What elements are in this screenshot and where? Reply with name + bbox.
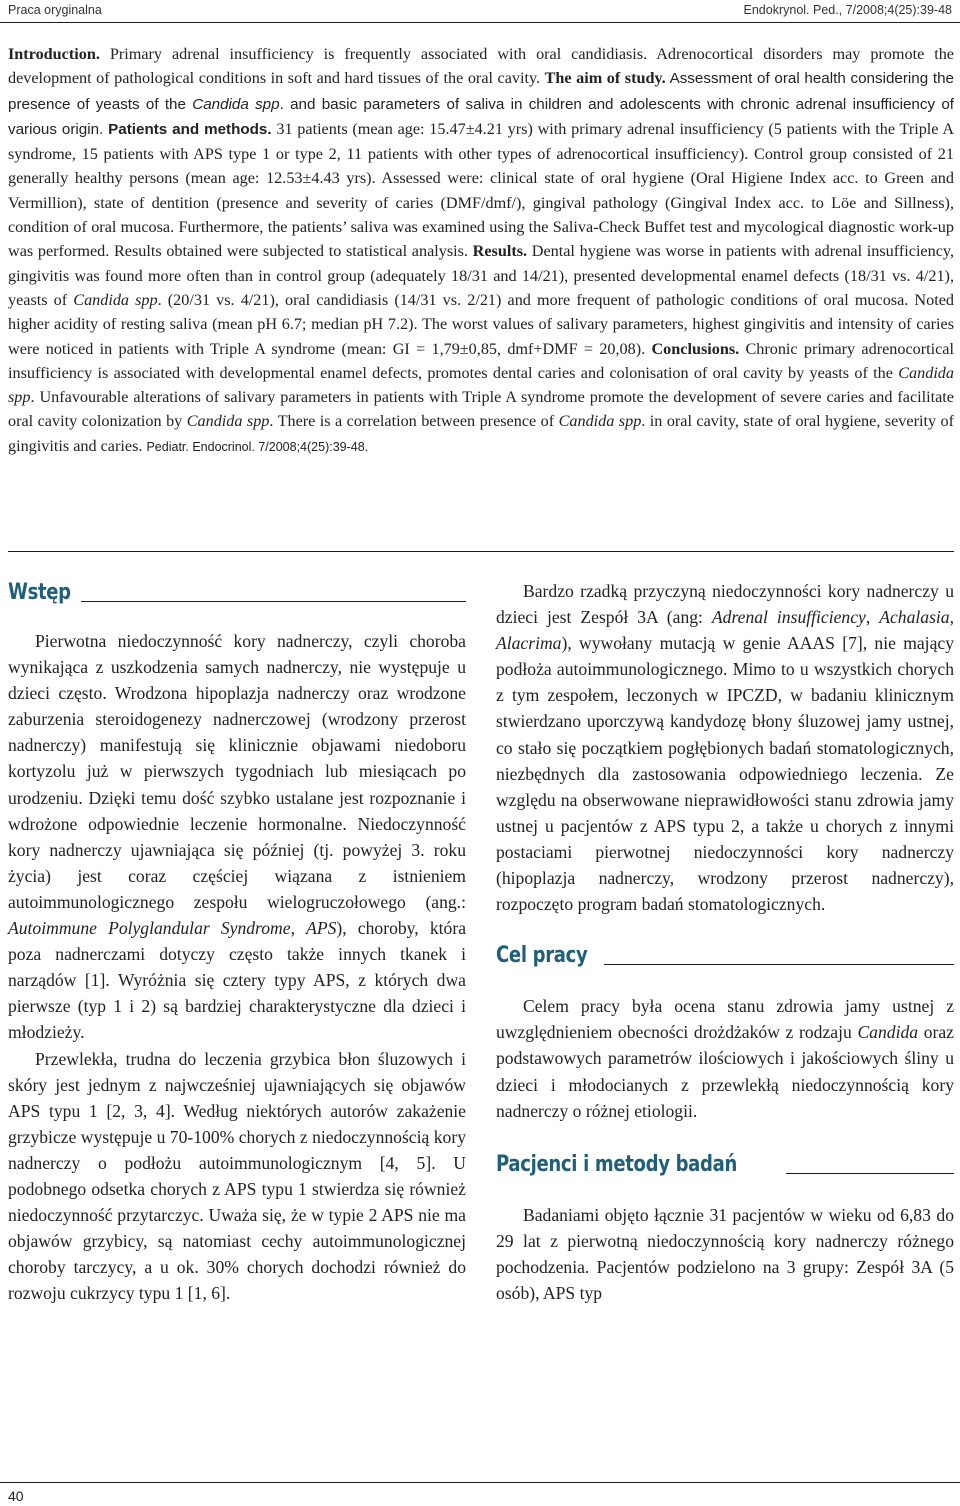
- page-number: 40: [8, 1488, 24, 1504]
- methods-heading: Patients and methods.: [108, 120, 272, 138]
- conclusions-heading: Conclusions.: [651, 339, 740, 358]
- english-abstract: [8, 42, 954, 459]
- aim-heading: The aim of study.: [544, 69, 666, 88]
- aim-paragraph: Celem pracy była ocena stanu zdrowia jamy ustnej z uwzględnieniem obecności drożdżaków z rodzaju Candida oraz podstawowych parametrów ilościowych i jakościowych śliny u dzieci i młodocianych z przewlekłą niedoczynnością kory nadnerczy o różnej etiologii.: [496, 996, 954, 1121]
- intro-paragraph-1: Pierwotna niedoczynność kory nadnerczy, czyli choroba wynikająca z uszkodzenia samych nadnerczy, nie występuje u dzieci często. Wrodzona hipoplazja nadnerczy oraz wrodzone zaburzenia steroidogenezy nadnerczowej (wrodzony przerost nadnerczy) manifestują się klinicznie objawami niedoboru kortyzolu już w pierwszych tygodniach lub miesiącach po urodzeniu. Dzięki temu dość szybko ustalane jest rozpoznanie i wdrożone odpowiednie leczenie hormonalne. Niedoczynność kory nadnerczy ujawniająca się później (tj. powyżej 3. roku życia) jest coraz częściej wiązana z istnieniem autoimmunologicznego zespołu wielogruczołowego (ang.: Autoimmune Polyglandular Syndrome, APS), choroby, która poza nadnerczami dotyczy często także innych tkanek i narządów [1]. Wyróżnia się cztery typy APS, z których dwa pierwsze (typ 1 i 2) są bardziej charakterystyczne dla dzieci i młodzieży.: [8, 631, 466, 1043]
- intro-text: Primary adrenal insufficiency is frequently associated with oral candidiasis. Adrenocortical disorders may promote the development of pathological conditions in soft and hard tissues of the oral cavity.: [8, 45, 954, 88]
- aim-text: Assessment of oral health considering the presence of yeasts of the Candida spp. and basic parameters of saliva in children and adolescents with chronic adrenal insufficiency of various origin. Patients and methods.: [8, 70, 954, 138]
- article-type-label: Praca oryginalna: [8, 3, 102, 17]
- section-title-cel-pracy: Cel pracy: [496, 941, 954, 971]
- section-title-pacjenci: Pacjenci i metody badań: [496, 1150, 954, 1180]
- journal-citation-header: Endokrynol. Ped., 7/2008;4(25):39-48: [743, 3, 952, 17]
- intro-paragraph-3: Bardzo rzadką przyczyną niedoczynności kory nadnerczy u dzieci jest Zespół 3A (ang: Adrenal insufficiency, Achalasia, Alacrima), wywołany mutacją w genie AAAS [7], nie mający podłoża autoimmunologicznego. Mimo to u wszystkich chorych z tym zespołem, leczonych w IPCZD, w badaniu klinicznym stwierdzano uporczywą kandydozę błony śluzowej jamy ustnej, co stało się początkiem pogłębionych badań stomatologicznych, niezbędnych dla zastosowania odpowiedniego leczenia. Ze względu na obserwowane nieprawidłowości stanu zdrowia jamy ustnej u pacjentów z APS typu 2, a także u chorych z innymi postaciami pierwotnej niedoczynności kory nadnerczy (hipoplazja nadnerczy, wrodzony przerost nadnerczy), rozpoczęto program badań stomatologicznych.: [496, 581, 955, 915]
- intro-heading: Introduction.: [8, 45, 100, 63]
- right-column: [496, 578, 954, 1306]
- conclusions-text: Chronic primary adrenocortical insufficiency is associated with developmental enamel defects, promotes dental caries and colonisation of oral cavity by yeasts of the Candida spp. Unfavourable alterations of salivary parameters in patients with Triple A syndrome promote the development of severe caries and facilitate oral cavity colonization by Candida spp. There is a correlation between presence of Candida spp. in oral cavity, state of oral hygiene, severity of gingivitis and caries.: [8, 339, 954, 455]
- abstract-citation: Pediatr. Endocrinol. 7/2008;4(25):39-48.: [146, 439, 369, 454]
- abstract-divider: [8, 551, 954, 552]
- methods-text: 31 patients (mean age: 15.47±4.21 yrs) with primary adrenal insufficiency (5 patients with the Triple A syndrome, 15 patients with APS type 1 or type 2, 11 patients with other types of adrenocortical insufficiency). Control group consisted of 21 generally healthy persons (mean age: 12.53±4.43 yrs). Assessed were: clinical state of oral hygiene (Oral Higiene Index acc. to Green and Vermillion), state of dentition (presence and severity of caries (DMF/dmf/), gingival pathology (Gingival Index acc. to Löe and Sillness), condition of oral mucosa. Furthermore, the patients’ saliva was examined using the Saliva-Check Buffet test and mycological diagnostic work-up was performed. Results obtained were subjected to statistical analysis.: [8, 119, 955, 261]
- results-text: Dental hygiene was worse in patients with adrenal insufficiency, gingivitis was found more often than in control group (adequately 18/31 and 14/21), presented developmental enamel defects (18/31 vs. 4/21), yeasts of Candida spp. (20/31 vs. 4/21), oral candidiasis (14/31 vs. 2/21) and more frequent of pathologic conditions of oral mucosa. Noted higher acidity of resting saliva (mean pH 6.7; median pH 7.2). The worst values of salivary parameters, highest gingivitis and intensity of caries were noticed in patients with Triple A syndrome (mean: GI = 1,79±0,85, dmf+DMF = 20,08).: [8, 242, 954, 358]
- running-header: [8, 3, 952, 21]
- footer-rule: [0, 1482, 960, 1483]
- results-heading: Results.: [472, 242, 528, 261]
- intro-paragraph-2: Przewlekła, trudna do leczenia grzybica błon śluzowych i skóry jest jednym z najwcześniej ujawniających się objawów APS typu 1 [2, 3, 4]. Według niektórych autorów zakażenie grzybicze występuje u 70-100% chorych z niedoczynnością kory nadnerczy o podłożu autoimmunologicznym [4, 5]. U podobnego odsetka chorych z APS typu 1 stwierdza się również niedoczynność przytarczyc. Uważa się, że w typie 2 APS nie ma objawów grzybicy, są natomiast cechy autoimmunologicznej choroby tarczycy, a u ok. 30% chorych dochodzi również do rozwoju cukrzycy typu 1 [1, 6].: [8, 1048, 466, 1304]
- header-rule: [0, 22, 960, 23]
- left-column: [8, 578, 466, 1306]
- section-title-wstep: Wstęp: [8, 578, 466, 608]
- patients-paragraph: Badaniami objęto łącznie 31 pacjentów w wieku od 6,83 do 29 lat z pierwotną niedoczynnością kory nadnerczy różnego pochodzenia. Pacjentów podzielono na 3 grupy: Zespół 3A (5 osób), APS typ: [496, 1204, 954, 1303]
